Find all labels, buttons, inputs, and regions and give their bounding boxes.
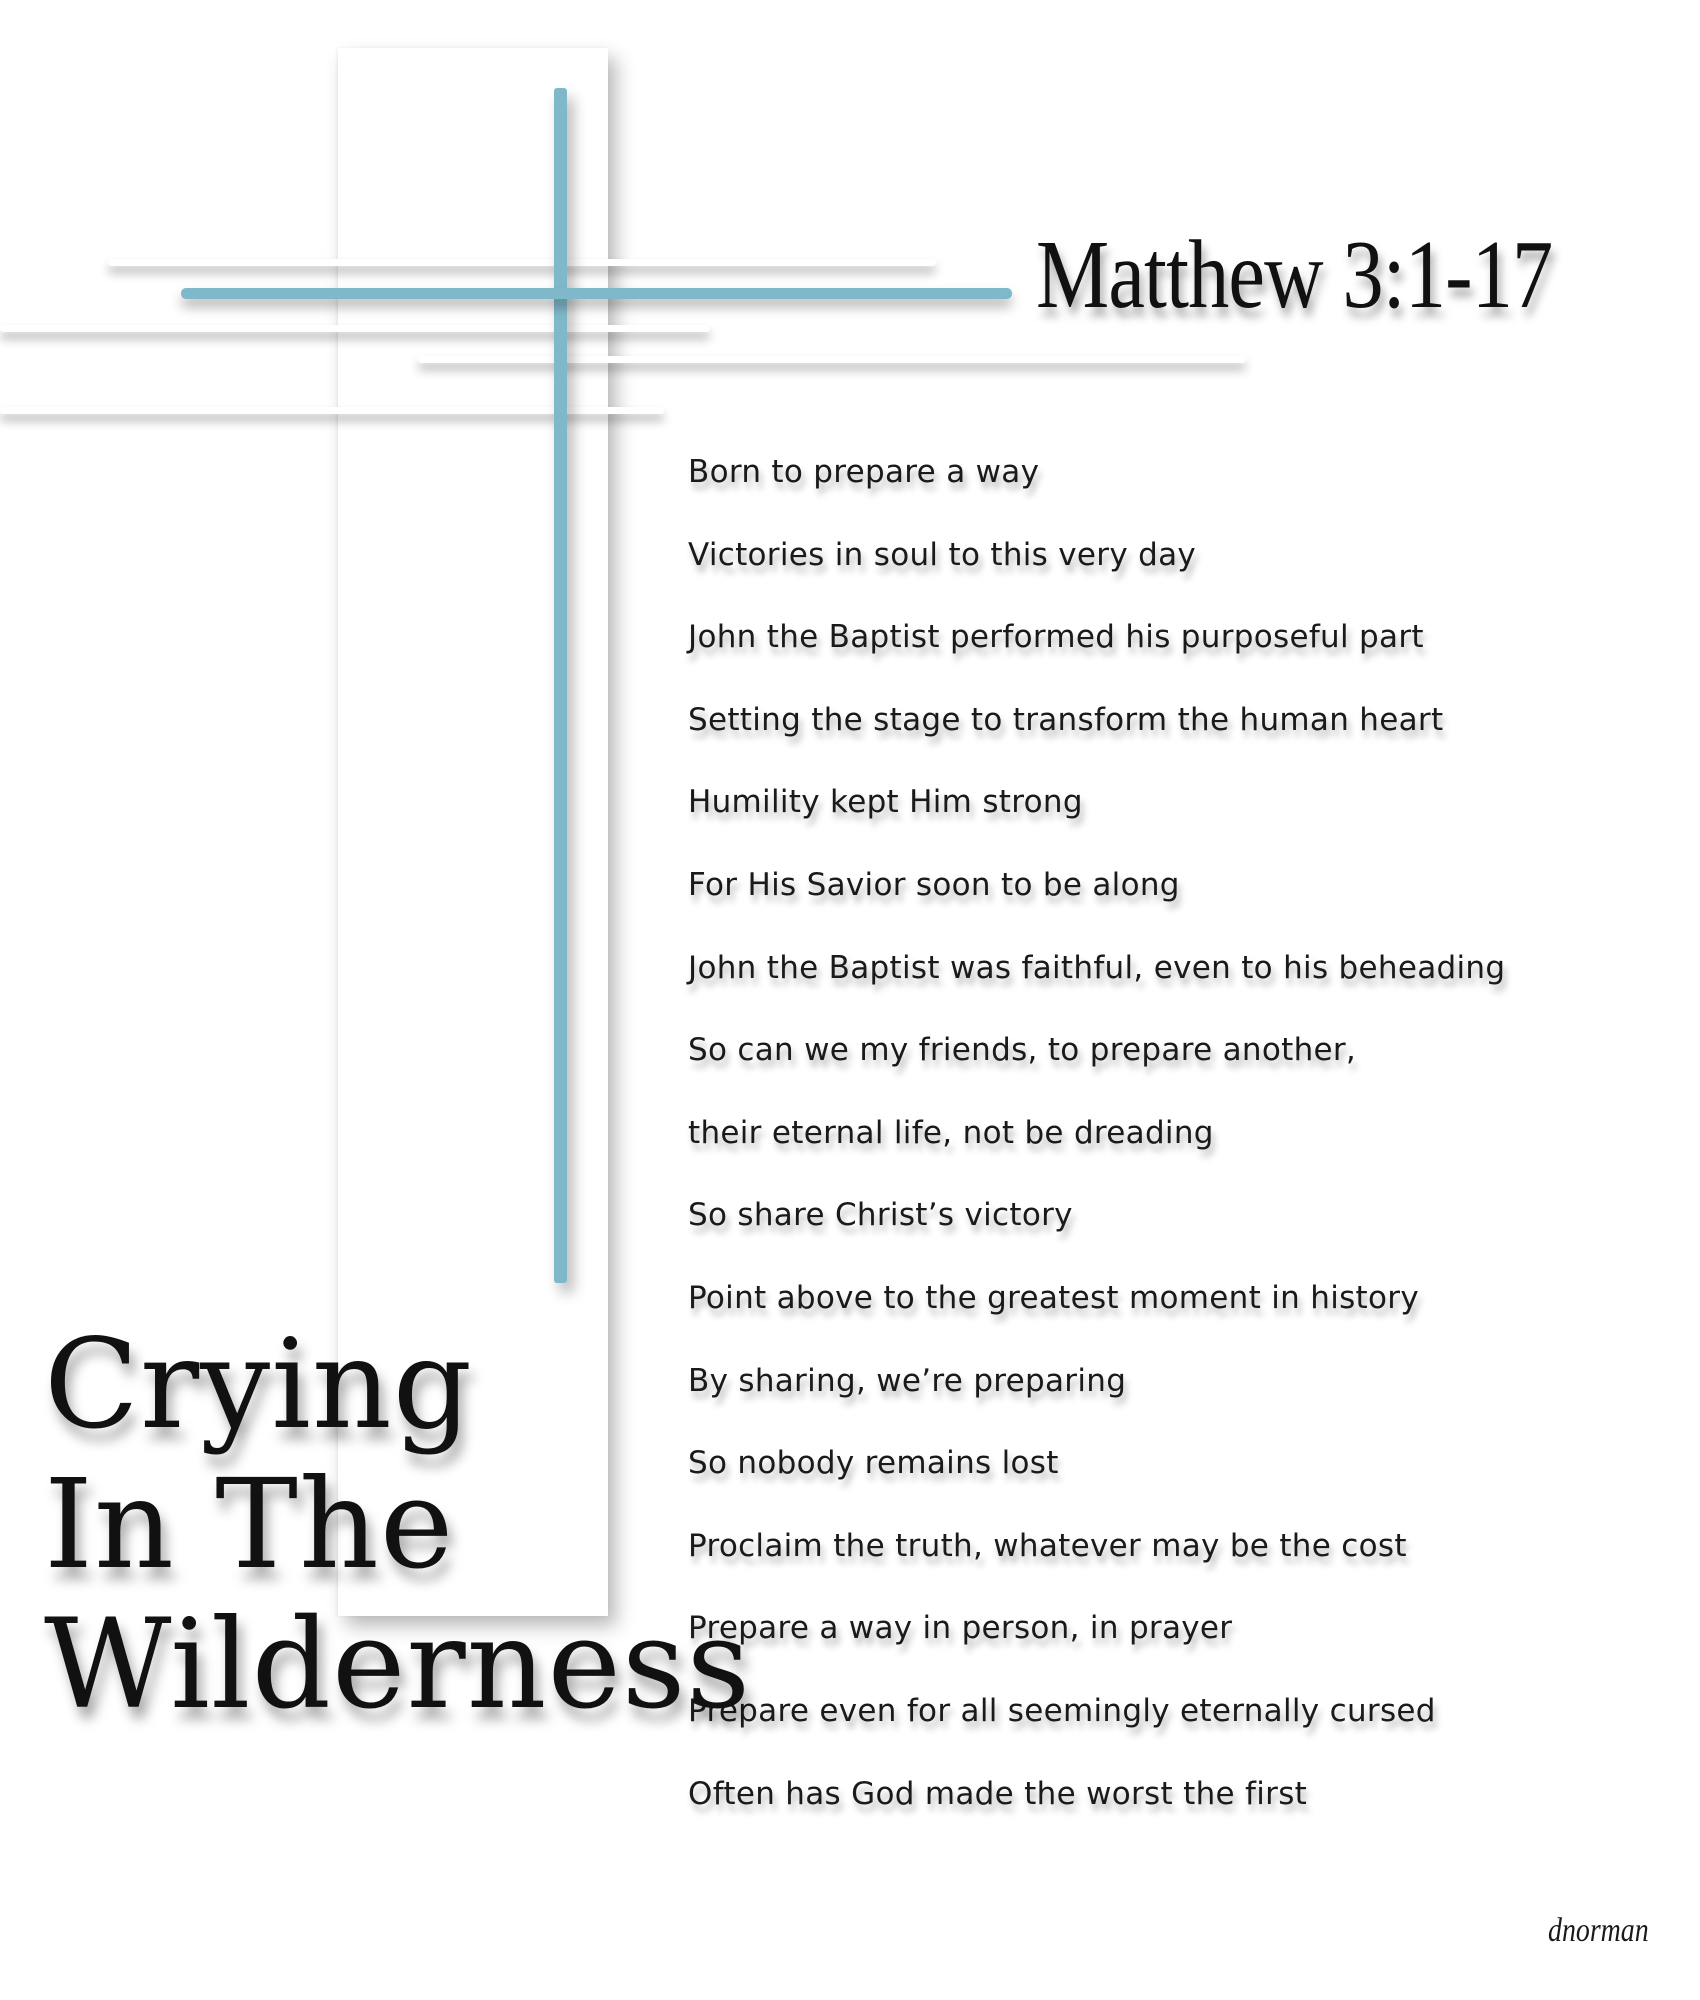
poem-line: Point above to the greatest moment in history	[688, 1279, 1419, 1316]
poem-line: Born to prepare a way	[688, 454, 1040, 490]
poem-title	[44, 1315, 751, 1735]
decorative-line	[108, 259, 936, 266]
author-signature: dnorman	[1548, 1912, 1649, 1949]
scripture-reference: Matthew 3:1-17	[1036, 221, 1553, 329]
poem-line: Prepare even for all seemingly eternally cursed	[688, 1692, 1436, 1729]
poem-line: Humility kept Him strong	[688, 784, 1083, 821]
title-line: In The	[44, 1453, 455, 1597]
poem-line: John the Baptist performed his purposeful part	[688, 619, 1424, 656]
cross-horizontal-bar	[181, 288, 1012, 299]
decorative-line	[0, 325, 710, 332]
poem-line: For His Savior soon to be along	[688, 866, 1180, 903]
decorative-line	[418, 356, 1246, 363]
poem-line: So nobody remains lost	[688, 1445, 1059, 1482]
poem-line: John the Baptist was faithful, even to his beheading	[688, 949, 1506, 986]
poem	[688, 447, 1505, 1851]
poem-line: Victories in soul to this very day	[688, 536, 1197, 573]
poem-line: Proclaim the truth, whatever may be the cost	[688, 1527, 1407, 1564]
poem-line: their eternal life, not be dreading	[688, 1114, 1214, 1151]
poem-line: Often has God made the worst the first	[688, 1775, 1308, 1812]
poem-line: Prepare a way in person, in prayer	[688, 1610, 1233, 1647]
poem-line: So can we my friends, to prepare another,	[688, 1032, 1357, 1069]
poem-line: By sharing, we’re preparing	[688, 1362, 1127, 1399]
cross-vertical-bar	[554, 88, 567, 1283]
poem-line: So share Christ’s victory	[688, 1197, 1073, 1234]
poem-line: Setting the stage to transform the human heart	[688, 701, 1444, 738]
title-line: Wilderness	[44, 1593, 752, 1737]
title-line: Crying	[44, 1313, 474, 1457]
